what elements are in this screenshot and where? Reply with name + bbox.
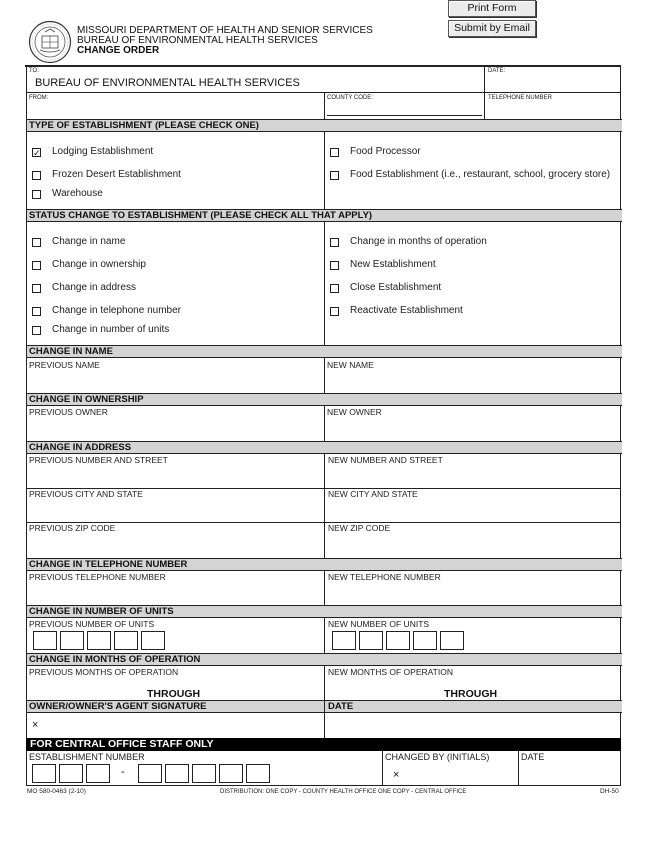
option-change-address: Change in address [52,282,136,293]
signature-label: OWNER/OWNER'S AGENT SIGNATURE [29,701,207,712]
establishment-number-digit[interactable] [165,764,189,783]
option-warehouse: Warehouse [52,188,103,199]
establishment-number-digit[interactable] [32,764,56,783]
establishment-number-digit[interactable] [219,764,243,783]
establishment-number-dash: - [121,766,125,778]
new-units-digit[interactable] [386,631,410,650]
establishment-number-digit[interactable] [138,764,162,783]
form-title: CHANGE ORDER [77,45,160,56]
to-label: TO: [29,68,39,74]
checkbox-reactivate-establishment[interactable] [330,307,339,316]
checkbox-change-address[interactable] [32,284,41,293]
status-section-header: STATUS CHANGE TO ESTABLISHMENT (PLEASE CHECK ALL THAT APPLY) [27,209,622,222]
option-change-name: Change in name [52,236,126,247]
checkbox-food-establishment[interactable] [330,171,339,180]
type-section-header: TYPE OF ESTABLISHMENT (PLEASE CHECK ONE) [27,119,622,132]
previous-through-label: THROUGH [147,688,201,700]
telephone-section-header: CHANGE IN TELEPHONE NUMBER [27,558,622,571]
option-close-establishment: Close Establishment [350,282,442,293]
option-change-months: Change in months of operation [350,236,487,247]
establishment-number-digit[interactable] [86,764,110,783]
months-section-header: CHANGE IN MONTHS OF OPERATION [27,653,622,666]
establishment-number-digit[interactable] [192,764,216,783]
previous-units-label: PREVIOUS NUMBER OF UNITS [29,619,155,629]
units-section-header: CHANGE IN NUMBER OF UNITS [27,605,622,618]
to-value[interactable]: BUREAU OF ENVIRONMENTAL HEALTH SERVICES [35,77,300,89]
address-section-header: CHANGE IN ADDRESS [27,441,622,454]
option-change-telephone: Change in telephone number [52,305,181,316]
previous-units-digit[interactable] [33,631,57,650]
new-units-digit[interactable] [359,631,383,650]
option-change-ownership: Change in ownership [52,259,146,270]
header-agency: MISSOURI DEPARTMENT OF HEALTH AND SENIOR SERVICES [77,25,373,36]
new-zip-label: NEW ZIP CODE [328,523,391,533]
submit-by-email-button[interactable]: Submit by Email [448,20,536,37]
date-label: DATE: [488,68,506,74]
checkbox-lodging[interactable]: ✓ [33,148,41,158]
checkbox-change-months[interactable] [330,238,339,247]
changed-by-x-mark[interactable]: × [393,769,400,781]
previous-zip-label: PREVIOUS ZIP CODE [29,523,116,533]
new-owner-label: NEW OWNER [327,407,382,417]
previous-name-label: PREVIOUS NAME [29,360,100,370]
central-date-label: DATE [521,752,545,762]
establishment-number-digit[interactable] [59,764,83,783]
option-frozen-desert: Frozen Desert Establishment [52,169,181,180]
central-office-header: FOR CENTRAL OFFICE STAFF ONLY [26,738,621,751]
new-units-digit[interactable] [440,631,464,650]
checkbox-change-ownership[interactable] [32,261,41,270]
frame-top [25,65,621,67]
frame-left [26,65,27,786]
new-through-label: THROUGH [444,688,498,700]
new-street-label: NEW NUMBER AND STREET [328,455,443,465]
new-units-label: NEW NUMBER OF UNITS [328,619,430,629]
new-name-label: NEW NAME [327,360,374,370]
previous-months-label: PREVIOUS MONTHS OF OPERATION [29,667,179,677]
checkbox-change-units[interactable] [32,326,41,335]
frame-right [620,65,621,786]
checkbox-new-establishment[interactable] [330,261,339,270]
option-change-units: Change in number of units [52,324,170,335]
checkbox-warehouse[interactable] [32,190,41,199]
form-number: MO 580-0463 (2-10) [27,788,86,795]
frame-bottom [26,785,621,786]
telephone-label: TELEPHONE NUMBER [488,95,553,101]
option-food-processor: Food Processor [350,146,421,157]
checkbox-food-processor[interactable] [330,148,339,157]
state-seal-logo [28,20,72,64]
changed-by-label: CHANGED BY (INITIALS) [385,752,490,762]
signature-x-mark[interactable]: × [32,719,39,731]
print-form-button[interactable]: Print Form [448,0,536,17]
option-new-establishment: New Establishment [350,259,436,270]
option-food-establishment: Food Establishment (i.e., restaurant, school, grocery store) [350,169,611,180]
distribution-note: DISTRIBUTION: ONE COPY - COUNTY HEALTH OFFICE ONE COPY - CENTRAL OFFICE [220,789,467,795]
from-label: FROM: [29,95,49,101]
new-units-digit[interactable] [332,631,356,650]
option-reactivate-establishment: Reactivate Establishment [350,305,463,316]
new-telephone-label: NEW TELEPHONE NUMBER [328,572,441,582]
new-units-digit[interactable] [413,631,437,650]
new-months-label: NEW MONTHS OF OPERATION [328,667,453,677]
signature-date-label: DATE [328,701,354,712]
previous-units-digit[interactable] [60,631,84,650]
previous-units-digit[interactable] [114,631,138,650]
establishment-number-digit[interactable] [246,764,270,783]
previous-owner-label: PREVIOUS OWNER [29,407,108,417]
checkbox-frozen-desert[interactable] [32,171,41,180]
new-city-label: NEW CITY AND STATE [328,489,418,499]
form-code: DH-50 [600,788,619,795]
county-code-label: COUNTY CODE: [327,95,373,101]
previous-units-digit[interactable] [87,631,111,650]
previous-city-label: PREVIOUS CITY AND STATE [29,489,143,499]
previous-street-label: PREVIOUS NUMBER AND STREET [29,455,168,465]
establishment-number-label: ESTABLISHMENT NUMBER [29,752,145,762]
header-bureau: BUREAU OF ENVIRONMENTAL HEALTH SERVICES [77,35,318,46]
previous-telephone-label: PREVIOUS TELEPHONE NUMBER [29,572,166,582]
checkbox-close-establishment[interactable] [330,284,339,293]
name-section-header: CHANGE IN NAME [27,345,622,358]
checkbox-change-name[interactable] [32,238,41,247]
ownership-section-header: CHANGE IN OWNERSHIP [27,393,622,406]
option-lodging: Lodging Establishment [52,146,154,157]
checkbox-change-telephone[interactable] [32,307,41,316]
previous-units-digit[interactable] [141,631,165,650]
